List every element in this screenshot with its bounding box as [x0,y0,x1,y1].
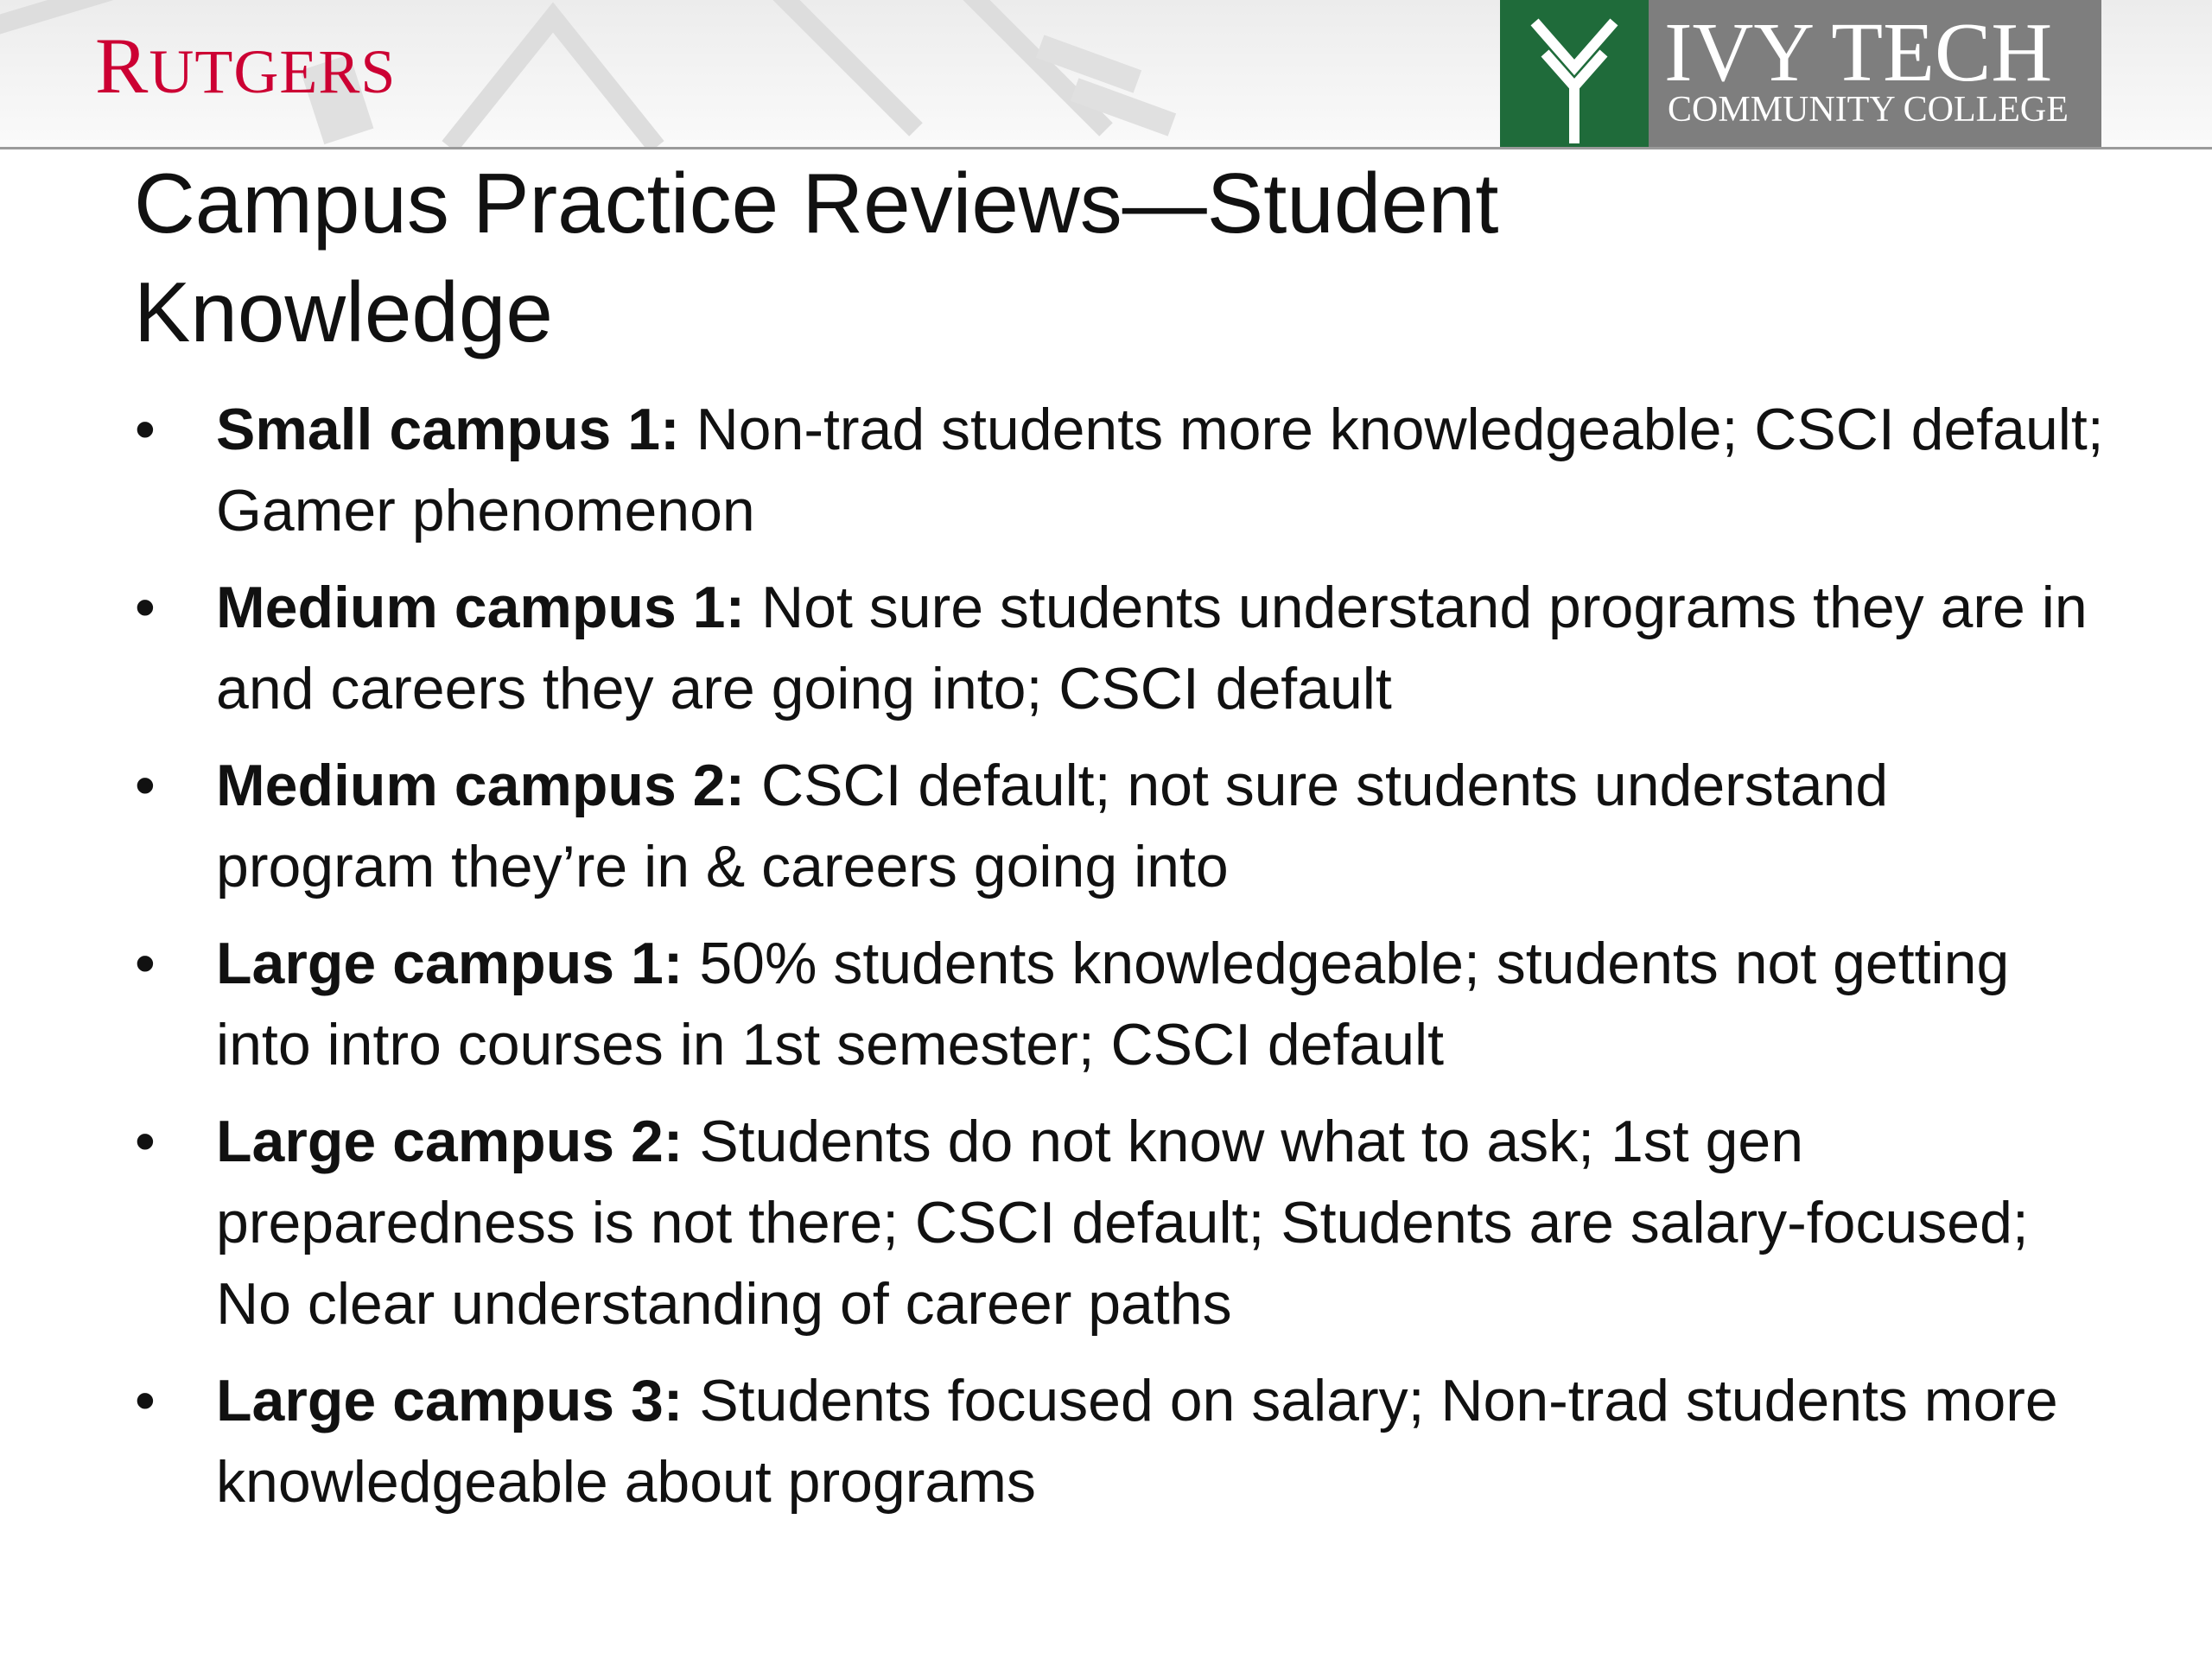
slide-title [134,149,1776,366]
campus-text: CSCI default; not sure students understand program they’re in & careers going into [216,753,1889,899]
campus-label: Medium campus 2: [216,753,746,818]
bullet-glyph: • [135,575,156,640]
ivy-leaf-icon [1500,0,1649,147]
campus-label: Large campus 1: [216,931,683,996]
ivy-tech-subtitle: COMMUNITY COLLEGE [1668,90,2069,130]
bullet-item-large-campus-2 [130,1101,2117,1344]
title-line-2: Knowledge [134,264,553,359]
campus-label: Large campus 2: [216,1109,683,1174]
bullet-item-medium-campus-1 [130,567,2117,729]
rutgers-logo: R UTGERS [95,22,397,110]
campus-text: Students do not know what to ask; 1st gen preparedness is not there; CSCI default; Students are salary-focused; No clear understanding of career paths [216,1109,2029,1337]
bullet-item-large-campus-3 [130,1360,2117,1522]
campus-text: Not sure students understand programs they are in and careers they are going into; CSCI default [216,575,2088,721]
campus-text: Non-trad students more knowledgeable; CSCI default; Gamer phenomenon [216,397,2104,543]
bullet-item-medium-campus-2 [130,745,2117,907]
campus-text: Students focused on salary; Non-trad students more knowledgeable about programs [216,1368,2058,1515]
campus-label: Medium campus 1: [216,575,746,640]
title-line-1: Campus Practice Reviews—Student [134,156,1499,251]
ivy-tech-logo [1500,0,2101,147]
bullet-item-large-campus-1 [130,923,2117,1085]
campus-label: Large campus 3: [216,1368,683,1433]
ivy-tech-wordmark [1649,0,2101,147]
bullet-glyph: • [135,753,156,818]
campus-label: Small campus 1: [216,397,680,462]
bullet-glyph: • [135,397,156,462]
bullet-glyph: • [135,1109,156,1174]
bullet-item-small-campus-1 [130,389,2117,551]
bullet-list [130,389,2117,1538]
campus-text: 50% students knowledgeable; students not getting into intro courses in 1st semester; CSCI default [216,931,2010,1077]
bullet-glyph: • [135,1368,156,1433]
ivy-tech-name: IVY TECH [1664,6,2053,99]
bullet-glyph: • [135,931,156,996]
